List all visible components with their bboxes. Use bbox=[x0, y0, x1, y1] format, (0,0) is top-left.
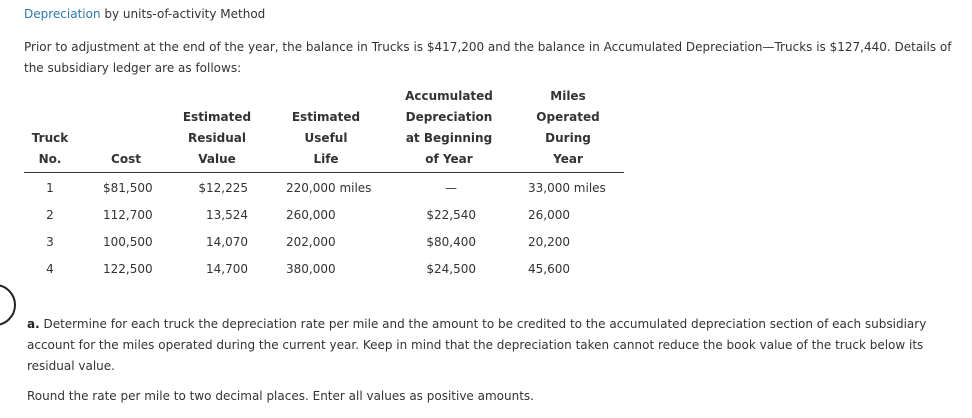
cell-truck: 2 bbox=[46, 208, 54, 222]
header-divider bbox=[24, 172, 624, 173]
cell-accumulated: $80,400 bbox=[426, 235, 476, 249]
page-heading bbox=[24, 7, 265, 21]
cell-residual: 14,700 bbox=[206, 262, 248, 276]
cell-residual: 14,070 bbox=[206, 235, 248, 249]
part-a-text: Determine for each truck the depreciation rate per mile and the amount to be credited to the accumulated depreciation section of each subsidiary account for the miles operated during the current year. Keep in mind that the depreciation taken cannot reduce the book value of the truck below its residual value. bbox=[27, 317, 927, 373]
header-truck: Truck No. bbox=[31, 131, 69, 166]
cell-cost: $81,500 bbox=[103, 181, 153, 195]
cell-cost: 122,500 bbox=[103, 262, 153, 276]
cell-life: 220,000 miles bbox=[286, 181, 372, 195]
cell-truck: 4 bbox=[46, 262, 54, 276]
heading-rest: by units-of-activity Method bbox=[100, 7, 266, 21]
cell-accumulated: $24,500 bbox=[426, 262, 476, 276]
header-miles: Miles Operated During Year bbox=[536, 89, 600, 166]
cell-miles: 26,000 bbox=[528, 208, 570, 222]
part-a-label: a. bbox=[27, 317, 40, 331]
cell-miles: 45,600 bbox=[528, 262, 570, 276]
question-marker-circle bbox=[0, 284, 16, 326]
cell-residual: $12,225 bbox=[198, 181, 248, 195]
cell-life: 260,000 bbox=[286, 208, 336, 222]
cell-accumulated: $22,540 bbox=[426, 208, 476, 222]
header-cost: Cost bbox=[111, 152, 141, 166]
cell-truck: 1 bbox=[46, 181, 54, 195]
cell-truck: 3 bbox=[46, 235, 54, 249]
cell-cost: 112,700 bbox=[103, 208, 153, 222]
header-life: Estimated Useful Life bbox=[291, 110, 361, 166]
cell-life: 202,000 bbox=[286, 235, 336, 249]
header-residual: Estimated Residual Value bbox=[182, 110, 252, 166]
cell-miles: 20,200 bbox=[528, 235, 570, 249]
part-a-instructions bbox=[27, 314, 947, 377]
cell-residual: 13,524 bbox=[206, 208, 248, 222]
intro-paragraph: Prior to adjustment at the end of the year, the balance in Trucks is $417,200 and the balance in Accumulated Depreciation—Trucks is $127,440. Details of the subsidiary ledger are as follows: bbox=[24, 40, 952, 75]
cell-cost: 100,500 bbox=[103, 235, 153, 249]
header-accumulated: Accumulated Depreciation at Beginning of Year bbox=[405, 89, 493, 166]
cell-accumulated: — bbox=[445, 181, 457, 195]
cell-life: 380,000 bbox=[286, 262, 336, 276]
rounding-note: Round the rate per mile to two decimal places. Enter all values as positive amounts. bbox=[27, 389, 534, 403]
cell-miles: 33,000 miles bbox=[528, 181, 606, 195]
depreciation-link[interactable]: Depreciation bbox=[24, 7, 101, 21]
